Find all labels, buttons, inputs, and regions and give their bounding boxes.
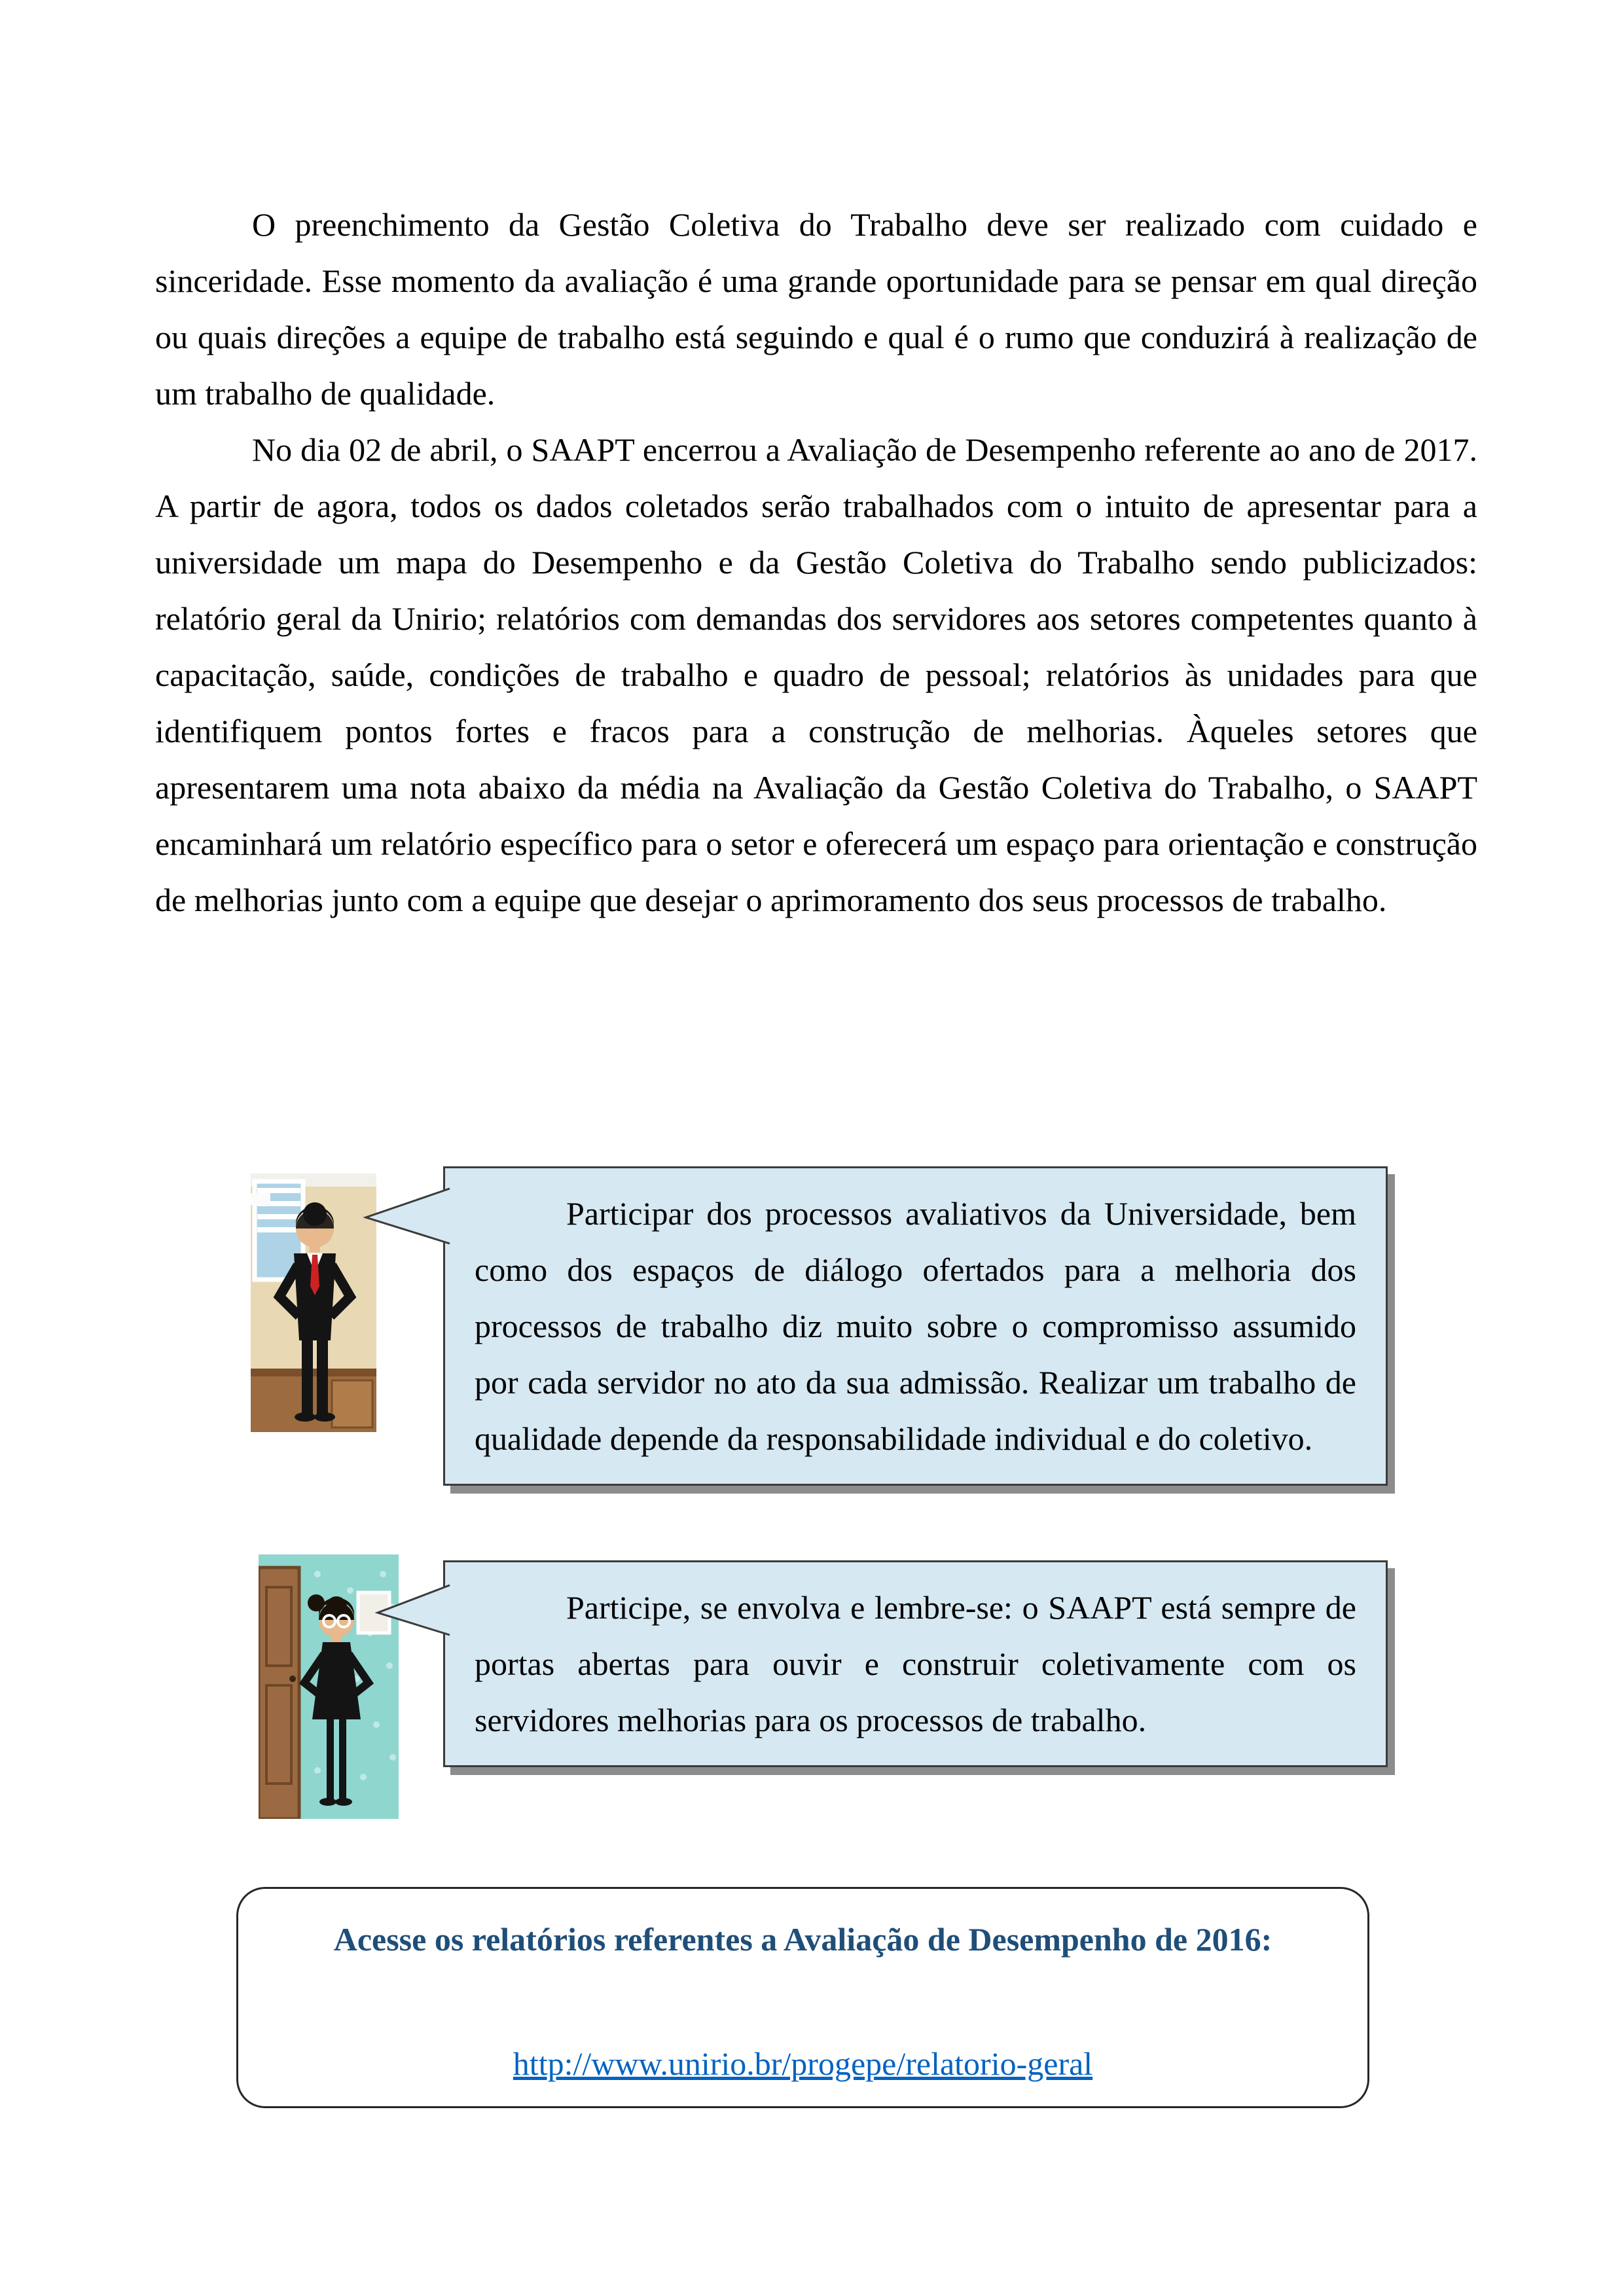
- report-link[interactable]: http://www.unirio.br/progepe/relatorio-geral: [513, 2045, 1093, 2082]
- access-box-title: Acesse os relatórios referentes a Avaliação de Desempenho de 2016:: [333, 1921, 1272, 1958]
- speech-bubble-2-wrap: [443, 1560, 1388, 1767]
- reports-access-box: [236, 1887, 1369, 2108]
- businessman-office-illustration: [251, 1174, 376, 1432]
- speech-bubble-1-text: Participar dos processos avaliativos da Universidade, bem como dos espaços de diálogo ofertados para a melhoria dos processos de trabalho diz muito sobre o compromisso assumido por cada servidor no ato da sua admissão. Realizar um trabalho de qualidade depende da responsabilidade individual e do coletivo.: [475, 1195, 1356, 1457]
- speech-bubble-2-text: Participe, se envolva e lembre-se: o SAAPT está sempre de portas abertas para ouvir e construir coletivamente com os servidores melhorias para os processos de trabalho.: [475, 1589, 1356, 1738]
- speech-bubble-2: [443, 1560, 1388, 1767]
- speech-bubble-1: [443, 1166, 1388, 1486]
- paragraph-1: O preenchimento da Gestão Coletiva do Trabalho deve ser realizado com cuidado e sinceridade. Esse momento da avaliação é uma grande oportunidade para se pensar em qual direção ou quais direções a equipe de trabalho está seguindo e qual é o rumo que conduzirá à realização de um trabalho de qualidade.: [155, 206, 1477, 412]
- speech-bubble-2-tail: [375, 1579, 451, 1644]
- paragraph-2: No dia 02 de abril, o SAAPT encerrou a Avaliação de Desempenho referente ao ano de 2017. A partir de agora, todos os dados coletados serão trabalhados com o intuito de apresentar para a universidade um mapa do Desempenho e da Gestão Coletiva do Trabalho sendo publicizados: relatório geral da Unirio; relatórios com demandas dos servidores aos setores competentes quanto à capacitação, saúde, condições de trabalho e quadro de pessoal; relatórios às unidades para que identifiquem pontos fortes e fracos para a construção de melhorias. Àqueles setores que apresentarem uma nota abaixo da média na Avaliação da Gestão Coletiva do Trabalho, o SAAPT encaminhará um relatório específico para o setor e oferecerá um espaço para orientação e construção de melhorias junto com a equipe que desejar o aprimoramento dos seus processos de trabalho.: [155, 431, 1477, 918]
- businessman-illustration-svg: [251, 1174, 376, 1432]
- body-text-block: [155, 196, 1477, 928]
- speech-bubble-1-tail: [363, 1181, 451, 1253]
- speech-bubble-1-wrap: [443, 1166, 1388, 1486]
